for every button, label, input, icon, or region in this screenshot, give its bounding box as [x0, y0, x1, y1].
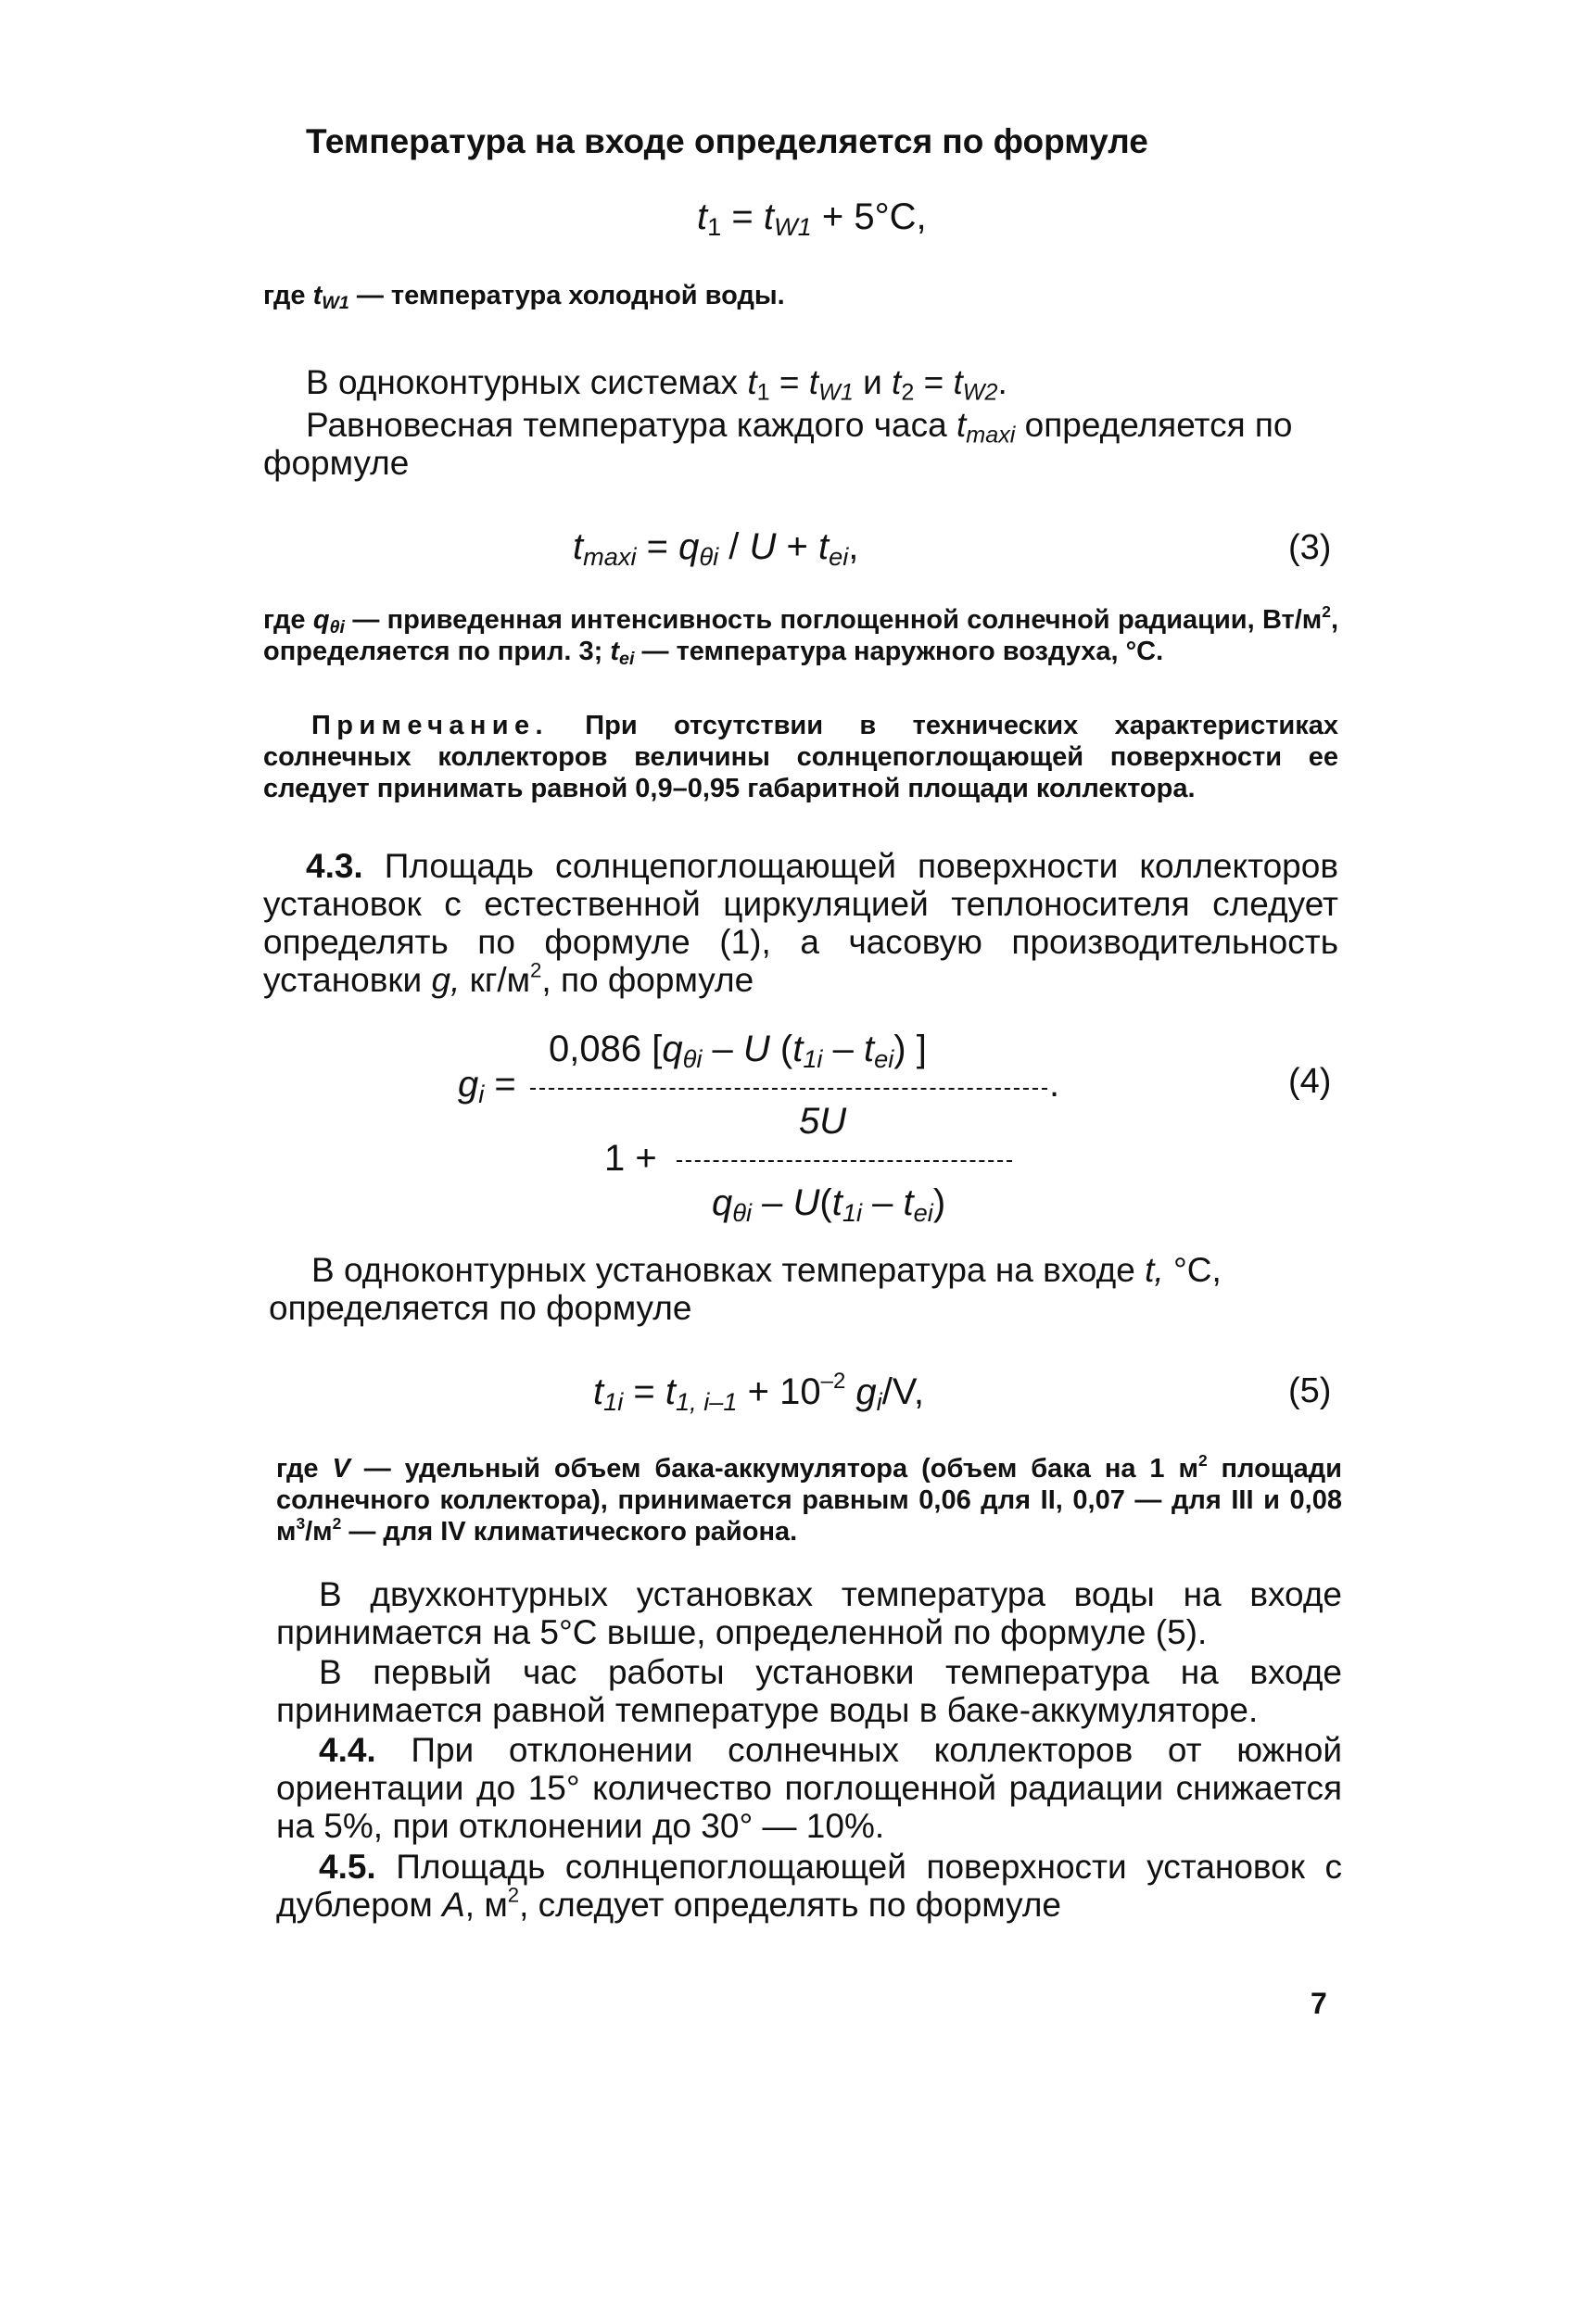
single-end: .	[997, 363, 1007, 401]
intro-paragraph	[306, 122, 1325, 160]
eq4-lhs-sub: i	[478, 1079, 485, 1108]
eq4-den-mid: –	[752, 1182, 793, 1223]
eq4-dot: .	[1049, 1064, 1060, 1105]
eq3-plus: +	[776, 526, 818, 567]
equilibrium-lead: Равновесная температура каждого часа	[306, 406, 956, 444]
where5-text4: — для IV климатического района.	[341, 1517, 798, 1547]
section-4-4	[276, 1731, 1342, 1845]
eq3-te: t	[818, 526, 830, 567]
eq4-den-paren: (	[819, 1182, 832, 1223]
where5-sup1: 2	[1197, 1450, 1208, 1470]
where5-text1: — удельный объем бака-аккумулятора (объем бака на 1 м	[349, 1454, 1198, 1484]
eq4-den-top-text: 5U	[799, 1101, 847, 1142]
section-4-5-text1: Площадь солнцепоглощающей поверхности установок с дублером	[276, 1848, 1342, 1924]
eq5-lhs-sub: 1i	[603, 1386, 624, 1416]
eq4-lhs-g: g	[458, 1064, 479, 1105]
where3-text3: — температура наружного воздуха, °С.	[634, 637, 1164, 666]
where5-sup3: 2	[332, 1513, 342, 1533]
single-and: и	[853, 363, 893, 401]
eq4-den-te: t	[903, 1182, 914, 1223]
eq5-tail: /V,	[881, 1371, 924, 1412]
intro-text: Температура на входе определяется по формуле	[306, 122, 1148, 160]
single-text: В одноконтурных системах	[306, 363, 748, 401]
eq4-num-q-sub: θi	[682, 1043, 703, 1073]
single-loop-paragraph	[306, 363, 1344, 406]
eq4-numerator	[549, 1027, 927, 1071]
single-eq2: =	[914, 363, 954, 401]
section-4-3-text1: Площадь солнцепоглощающей поверхности коллекторов установок с естественной циркуляцией теплоносителя следует определять по формуле (1), а часовую производительность установки	[263, 847, 1338, 999]
single-sub2: 2	[901, 379, 915, 406]
eq4-den-end: )	[932, 1182, 946, 1223]
equation-1	[697, 195, 927, 239]
note-paragraph	[263, 710, 1338, 804]
eq3-q: q	[678, 526, 700, 567]
eq3-lhs-t: t	[573, 526, 584, 567]
equation-3	[573, 524, 858, 569]
section-4-4-text: При отклонении солнечных коллекторов от южной ориентации до 15° количество поглощенной радиации снижается на 5%, при отклонении до 30° — 10%.	[276, 1731, 1342, 1845]
eq4-den-q-sub: θi	[732, 1197, 753, 1227]
eq4-den-one: 1 +	[604, 1138, 657, 1179]
where1-prefix: где	[263, 281, 313, 310]
eq4-den-u: U	[792, 1182, 820, 1223]
first-hour-paragraph: В первый час работы установки температура на входе принимается равной температуре воды в баке-аккумуляторе.	[276, 1653, 1342, 1729]
note-label: Примечание.	[311, 711, 549, 740]
eq4-den-te-sub: ei	[913, 1197, 933, 1227]
eq4-num-t: t	[792, 1029, 804, 1069]
section-4-3	[263, 847, 1338, 999]
eq5-g-sub: i	[876, 1386, 882, 1416]
where5-v: V	[332, 1454, 350, 1484]
single-tw2: t	[953, 363, 963, 401]
eq1-t: t	[697, 196, 708, 237]
eq5-lhs-t: t	[593, 1371, 604, 1412]
section-4-3-number: 4.3.	[306, 847, 363, 885]
eq3-equals: =	[636, 526, 679, 567]
equation-3-number: (3)	[1288, 528, 1332, 567]
equilibrium-t: t	[956, 406, 967, 444]
section-4-3-g: g,	[431, 961, 461, 999]
where3-q: q	[312, 605, 330, 635]
inlet-text2: °С, определяется по формуле	[269, 1251, 1222, 1327]
eq4-num-minus: –	[822, 1029, 864, 1069]
where3-sup: 2	[1322, 601, 1331, 621]
equation-5-number: (5)	[1288, 1371, 1332, 1410]
page-number: 7	[1311, 1987, 1327, 2020]
eq4-den-minus: –	[862, 1182, 904, 1223]
eq1-equals: =	[721, 196, 764, 237]
note-text: При отсутствии в технических характеристиках солнечных коллекторов величины солнцепоглощающей поверхности ее следует принимать равной 0,9–0,95 габаритной площади коллектора.	[263, 711, 1338, 803]
where3-text1: — приведенная интенсивность поглощенной солнечной радиации, Вт/м	[345, 605, 1323, 635]
eq4-num-mid: –	[702, 1029, 743, 1069]
section-4-3-text2: кг/м	[460, 961, 531, 999]
eq5-plus: + 10	[737, 1371, 821, 1412]
single-t1: t	[747, 363, 757, 401]
eq3-slash: /	[718, 526, 750, 567]
section-4-5-number: 4.5.	[319, 1848, 376, 1886]
eq4-num-end: ) ]	[893, 1029, 927, 1069]
section-4-4-number: 4.4.	[319, 1731, 376, 1769]
eq5-t-sub: 1, i–1	[676, 1386, 738, 1416]
section-4-5-sup: 2	[507, 1883, 520, 1907]
eq4-den-q: q	[712, 1182, 733, 1223]
single-eq: =	[769, 363, 809, 401]
eq3-comma: ,	[848, 526, 859, 567]
section-4-3-sup: 2	[530, 958, 542, 982]
eq5-equals: =	[623, 1371, 665, 1412]
equilibrium-tail: определяется по формуле	[263, 406, 1293, 482]
eq3-q-sub: θi	[699, 541, 719, 571]
section-4-5-text3: , следует определять по формуле	[519, 1886, 1061, 1924]
inlet-text1: В одноконтурных установках температура на входе	[311, 1251, 1146, 1289]
single-sub1: 1	[756, 379, 770, 406]
eq4-num-te: t	[863, 1029, 875, 1069]
eq4-den-t: t	[831, 1182, 842, 1223]
where-1	[263, 280, 1375, 311]
where5-text3: /м	[305, 1517, 333, 1547]
eq1-tw: t	[763, 196, 774, 237]
equation-4-number: (4)	[1288, 1062, 1332, 1101]
where1-text: — температура холодной воды.	[348, 281, 785, 310]
eq1-rest: + 5°C,	[811, 196, 927, 237]
single-w2: W2	[962, 379, 998, 406]
eq3-lhs-sub: maxi	[583, 541, 637, 571]
eq4-inner-fraction-bar	[677, 1160, 1012, 1162]
eq4-lhs	[458, 1062, 516, 1106]
eq3-u: U	[749, 526, 777, 567]
where5-prefix: где	[276, 1454, 333, 1484]
inlet-paragraph	[269, 1251, 1344, 1327]
where1-t: t	[312, 281, 323, 310]
eq1-w1: W1	[773, 211, 812, 241]
eq4-den-top	[799, 1099, 846, 1143]
where3-q-sub: θi	[329, 616, 346, 638]
section-4-5	[276, 1848, 1342, 1924]
eq4-den-bottom	[712, 1181, 945, 1225]
double-loop-paragraph: В двухконтурных установках температура воды на входе принимается на 5°С выше, определенной по формуле (5).	[276, 1575, 1342, 1651]
where-3	[263, 601, 1338, 669]
eq3-te-sub: ei	[829, 541, 849, 571]
eq4-num-paren: (	[769, 1029, 793, 1069]
eq5-sup: –2	[820, 1369, 846, 1395]
where3-prefix: где	[263, 605, 313, 635]
section-4-5-a: A	[442, 1886, 465, 1924]
where-5	[276, 1450, 1342, 1547]
eq5-t: t	[665, 1371, 677, 1412]
single-tw1: t	[808, 363, 819, 401]
single-t2: t	[892, 363, 902, 401]
inlet-t: t,	[1145, 1251, 1164, 1289]
where1-sub: W1	[322, 292, 349, 313]
eq4-equals: =	[484, 1064, 516, 1105]
where5-sup2: 3	[296, 1513, 306, 1533]
where5-text2: площади солнечного коллектора), принимается равным 0,06 для II, 0,07 — для III и 0,08 м	[276, 1454, 1342, 1547]
where3-t: t	[610, 637, 620, 666]
where3-t-sub: ei	[619, 648, 635, 669]
eq4-den-t-sub: 1i	[842, 1197, 863, 1227]
single-w1: W1	[818, 379, 854, 406]
eq4-main-fraction-bar	[530, 1088, 1047, 1090]
eq4-num-u: U	[742, 1029, 770, 1069]
eq4-num-t-sub: 1i	[803, 1043, 823, 1073]
section-4-3-text3: , по формуле	[541, 961, 754, 999]
equation-5	[593, 1370, 924, 1414]
where3-text2: , определяется по прил. 3;	[263, 605, 1338, 666]
eq4-num-coef: 0,086 [	[549, 1029, 663, 1069]
eq5-g: g	[845, 1371, 877, 1412]
equilibrium-sub: maxi	[966, 422, 1016, 448]
eq4-num-te-sub: ei	[874, 1043, 894, 1073]
eq1-sub: 1	[707, 211, 722, 241]
section-4-5-text2: , м	[464, 1886, 508, 1924]
eq4-num-q: q	[662, 1029, 683, 1069]
equilibrium-paragraph	[263, 406, 1338, 482]
